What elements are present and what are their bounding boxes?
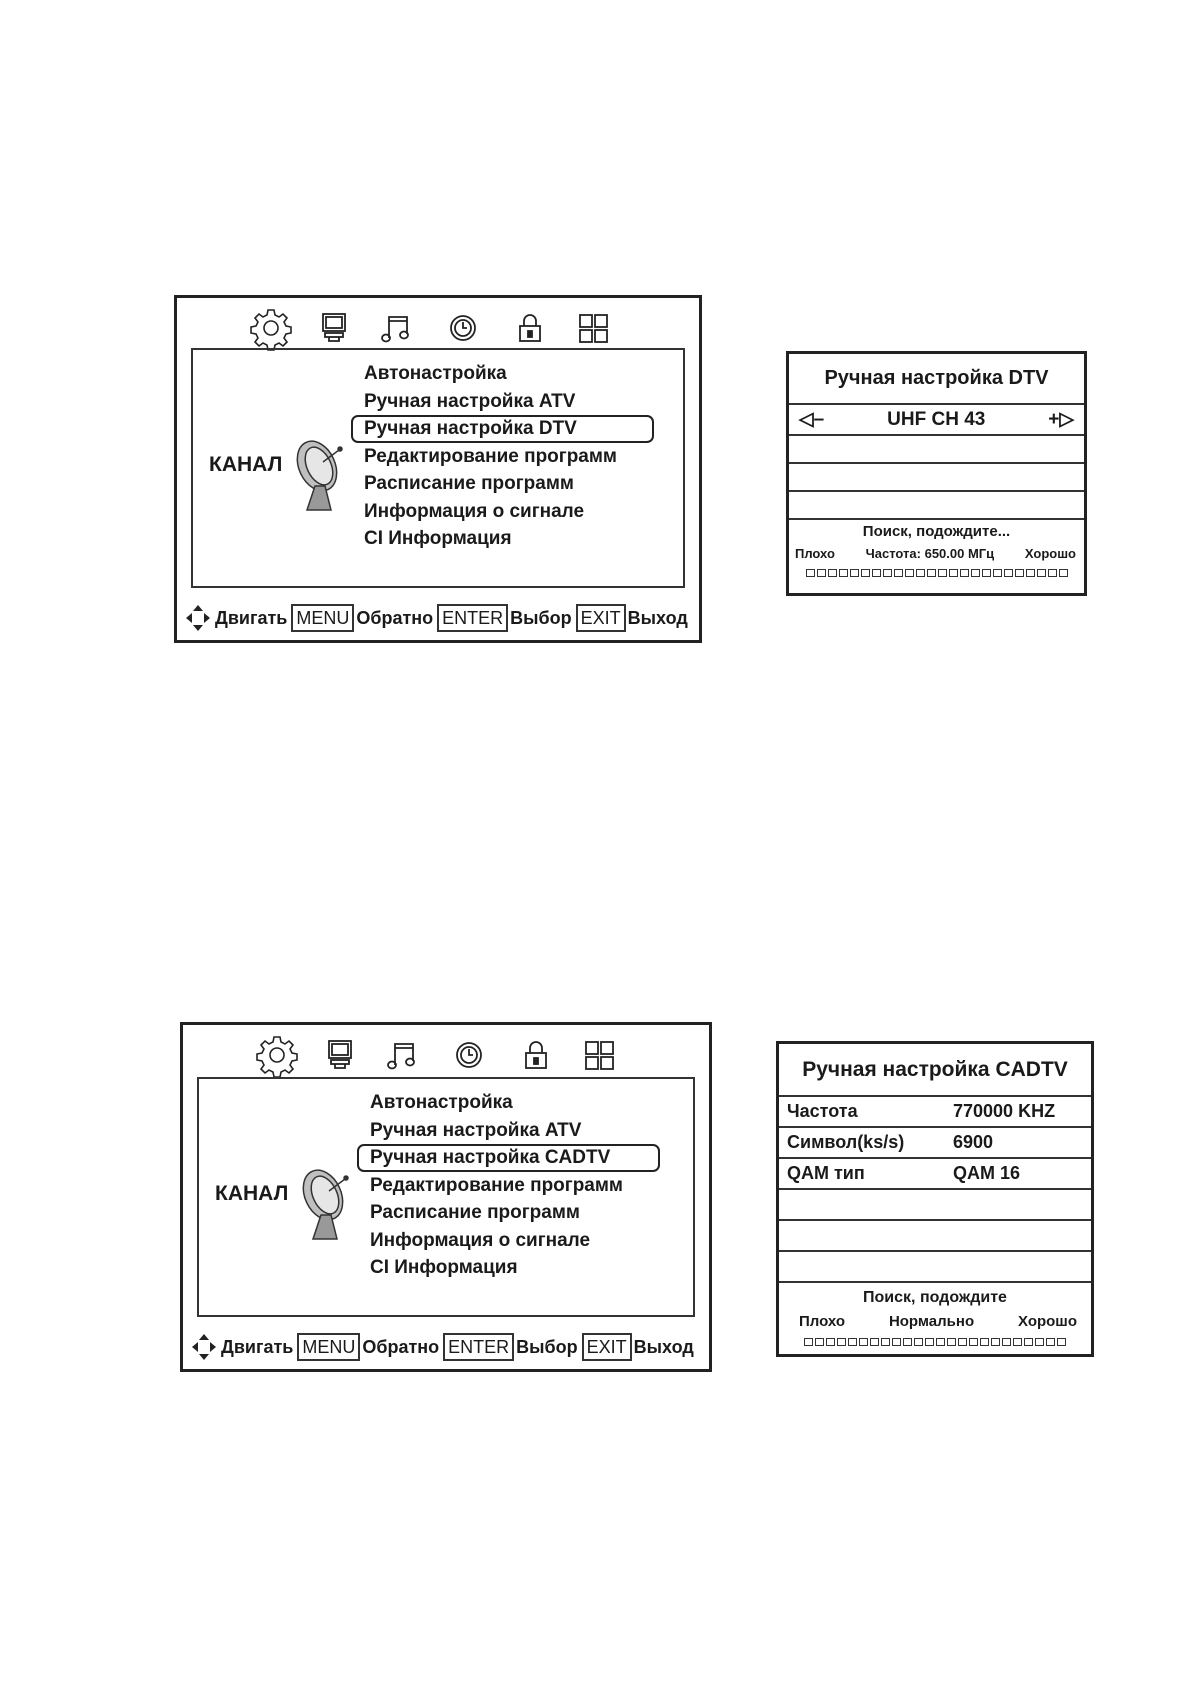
- signal-cell: [969, 1338, 978, 1346]
- select-hint: Выбор: [516, 1336, 578, 1357]
- exit-key[interactable]: EXIT: [576, 604, 626, 632]
- navigation-arrows-icon: [191, 1333, 217, 1361]
- menu-item-signal-info[interactable]: Информация о сигнале: [370, 1229, 591, 1251]
- signal-cell: [982, 569, 991, 577]
- menu-content-area: [191, 348, 685, 588]
- signal-cell: [815, 1338, 824, 1346]
- signal-cell: [839, 569, 848, 577]
- signal-cell: [848, 1338, 857, 1346]
- search-status-text: Поиск, подождите...: [862, 523, 1011, 540]
- signal-cell: [1004, 569, 1013, 577]
- osd-menu-screen-dtv: [174, 295, 702, 643]
- signal-cell: [914, 1338, 923, 1346]
- exit-key[interactable]: EXIT: [582, 1333, 632, 1361]
- signal-scale: [789, 540, 1084, 561]
- key-hint-footer: [185, 603, 690, 633]
- exit-hint: Выход: [627, 607, 688, 628]
- signal-cell: [1015, 569, 1024, 577]
- frequency-label: Частота: [787, 1101, 858, 1121]
- signal-cell: [859, 1338, 868, 1346]
- signal-cell: [1002, 1338, 1011, 1346]
- cadtv-manual-tuning-panel: [776, 1041, 1094, 1357]
- back-hint: Обратно: [362, 1336, 440, 1357]
- menu-item-signal-info[interactable]: Информация о сигнале: [364, 500, 585, 522]
- frequency-readout: Частота: 650.00 МГц: [865, 546, 995, 561]
- qam-type-value: QAM 16: [953, 1163, 1021, 1183]
- empty-row: [789, 490, 1084, 518]
- panel-title: Ручная настройка CADTV: [802, 1058, 1068, 1081]
- monitor-icon[interactable]: [314, 308, 354, 348]
- menu-item-ci-info[interactable]: CI Информация: [370, 1257, 518, 1278]
- osd-menu-screen-cadtv: [180, 1022, 712, 1372]
- menu-content-area: [197, 1077, 695, 1317]
- frequency-row[interactable]: [779, 1095, 1091, 1126]
- top-icon-bar: [183, 1031, 709, 1077]
- signal-cell: [993, 569, 1002, 577]
- top-icon-bar: [177, 304, 699, 350]
- signal-strength-bar: [789, 569, 1084, 577]
- monitor-icon[interactable]: [320, 1035, 360, 1075]
- empty-row: [779, 1219, 1091, 1250]
- menu-item-cadtv-manual-tuning[interactable]: Ручная настройка CADTV: [357, 1144, 660, 1172]
- menu-item-program-schedule[interactable]: Расписание программ: [370, 1202, 580, 1223]
- signal-normal-label: Нормально: [888, 1313, 975, 1330]
- signal-cell: [971, 569, 980, 577]
- channel-menu-list: [353, 360, 656, 553]
- signal-cell: [1059, 569, 1068, 577]
- signal-cell: [1046, 1338, 1055, 1346]
- signal-scale: [779, 1307, 1091, 1330]
- signal-cell: [938, 569, 947, 577]
- enter-key[interactable]: ENTER: [443, 1333, 514, 1361]
- signal-cell: [828, 569, 837, 577]
- signal-cell: [925, 1338, 934, 1346]
- signal-cell: [1057, 1338, 1066, 1346]
- move-hint: Двигать: [215, 607, 288, 628]
- signal-cell: [850, 569, 859, 577]
- panel-title: Ручная настройка DTV: [824, 367, 1049, 389]
- signal-cell: [1037, 569, 1046, 577]
- grid-icon[interactable]: [573, 308, 613, 348]
- empty-row: [789, 434, 1084, 462]
- grid-icon[interactable]: [579, 1035, 619, 1075]
- gear-icon[interactable]: [251, 308, 291, 348]
- select-hint: Выбор: [510, 607, 572, 628]
- menu-item-auto-tuning[interactable]: Автонастройка: [370, 1092, 513, 1113]
- signal-cell: [927, 569, 936, 577]
- search-status-area: [789, 518, 1084, 577]
- key-hint-footer: [191, 1332, 696, 1362]
- menu-item-ci-info[interactable]: CI Информация: [364, 528, 512, 549]
- section-label: КАНАЛ: [215, 1182, 289, 1205]
- symbol-rate-row[interactable]: [779, 1126, 1091, 1157]
- signal-cell: [870, 1338, 879, 1346]
- search-status-text: Поиск, подождите: [863, 1289, 1007, 1306]
- clock-icon[interactable]: [449, 1035, 489, 1075]
- signal-strength-bar: [779, 1338, 1091, 1346]
- clock-icon[interactable]: [443, 308, 483, 348]
- enter-key[interactable]: ENTER: [437, 604, 508, 632]
- signal-cell: [958, 1338, 967, 1346]
- empty-row: [779, 1188, 1091, 1219]
- menu-item-atv-manual-tuning[interactable]: Ручная настройка ATV: [364, 390, 576, 412]
- signal-cell: [947, 1338, 956, 1346]
- gear-icon[interactable]: [257, 1035, 297, 1075]
- section-label: КАНАЛ: [209, 453, 283, 476]
- signal-cell: [826, 1338, 835, 1346]
- symbol-rate-label: Символ(ks/s): [787, 1132, 905, 1152]
- channel-value: UHF CH 43: [887, 408, 986, 430]
- channel-decrease-button[interactable]: ◁–: [799, 409, 825, 430]
- channel-increase-button[interactable]: +▷: [1048, 409, 1074, 430]
- signal-cell: [1035, 1338, 1044, 1346]
- menu-item-auto-tuning[interactable]: Автонастройка: [364, 363, 507, 384]
- signal-good-label: Хорошо: [1024, 546, 1076, 561]
- signal-cell: [817, 569, 826, 577]
- signal-cell: [949, 569, 958, 577]
- channel-menu-list: [359, 1089, 662, 1282]
- signal-good-label: Хорошо: [1018, 1313, 1077, 1330]
- music-note-icon[interactable]: [376, 308, 416, 348]
- signal-cell: [980, 1338, 989, 1346]
- signal-cell: [872, 569, 881, 577]
- menu-item-atv-manual-tuning[interactable]: Ручная настройка ATV: [370, 1119, 582, 1141]
- signal-cell: [1048, 569, 1057, 577]
- menu-item-program-edit[interactable]: Редактирование программ: [364, 445, 617, 467]
- signal-cell: [1013, 1338, 1022, 1346]
- satellite-dish-icon: [299, 1163, 359, 1243]
- signal-cell: [960, 569, 969, 577]
- signal-cell: [881, 1338, 890, 1346]
- exit-hint: Выход: [633, 1336, 694, 1357]
- menu-key[interactable]: MENU: [291, 604, 354, 632]
- signal-cell: [1026, 569, 1035, 577]
- signal-cell: [1024, 1338, 1033, 1346]
- menu-item-dtv-manual-tuning[interactable]: Ручная настройка DTV: [351, 415, 654, 443]
- qam-type-label: QAM тип: [787, 1163, 865, 1183]
- symbol-rate-value: 6900: [953, 1132, 994, 1152]
- padlock-icon[interactable]: [516, 1035, 556, 1075]
- signal-cell: [806, 569, 815, 577]
- channel-selector[interactable]: [789, 403, 1084, 434]
- signal-cell: [861, 569, 870, 577]
- signal-cell: [936, 1338, 945, 1346]
- empty-row: [779, 1250, 1091, 1281]
- signal-cell: [905, 569, 914, 577]
- signal-cell: [804, 1338, 813, 1346]
- menu-item-program-edit[interactable]: Редактирование программ: [370, 1174, 623, 1196]
- search-status-area: [779, 1281, 1091, 1346]
- frequency-value: 770000 KHZ: [953, 1101, 1056, 1121]
- signal-cell: [916, 569, 925, 577]
- satellite-dish-icon: [293, 434, 353, 514]
- signal-bad-label: Плохо: [795, 546, 835, 561]
- qam-type-row[interactable]: [779, 1157, 1091, 1188]
- menu-key[interactable]: MENU: [297, 1333, 360, 1361]
- menu-item-program-schedule[interactable]: Расписание программ: [364, 473, 574, 494]
- music-note-icon[interactable]: [382, 1035, 422, 1075]
- navigation-arrows-icon: [185, 604, 211, 632]
- padlock-icon[interactable]: [510, 308, 550, 348]
- signal-cell: [991, 1338, 1000, 1346]
- signal-cell: [883, 569, 892, 577]
- dtv-manual-tuning-panel: [786, 351, 1087, 596]
- signal-cell: [894, 569, 903, 577]
- empty-row: [789, 462, 1084, 490]
- back-hint: Обратно: [356, 607, 434, 628]
- signal-cell: [892, 1338, 901, 1346]
- signal-cell: [837, 1338, 846, 1346]
- move-hint: Двигать: [221, 1336, 294, 1357]
- signal-cell: [903, 1338, 912, 1346]
- signal-bad-label: Плохо: [799, 1313, 846, 1330]
